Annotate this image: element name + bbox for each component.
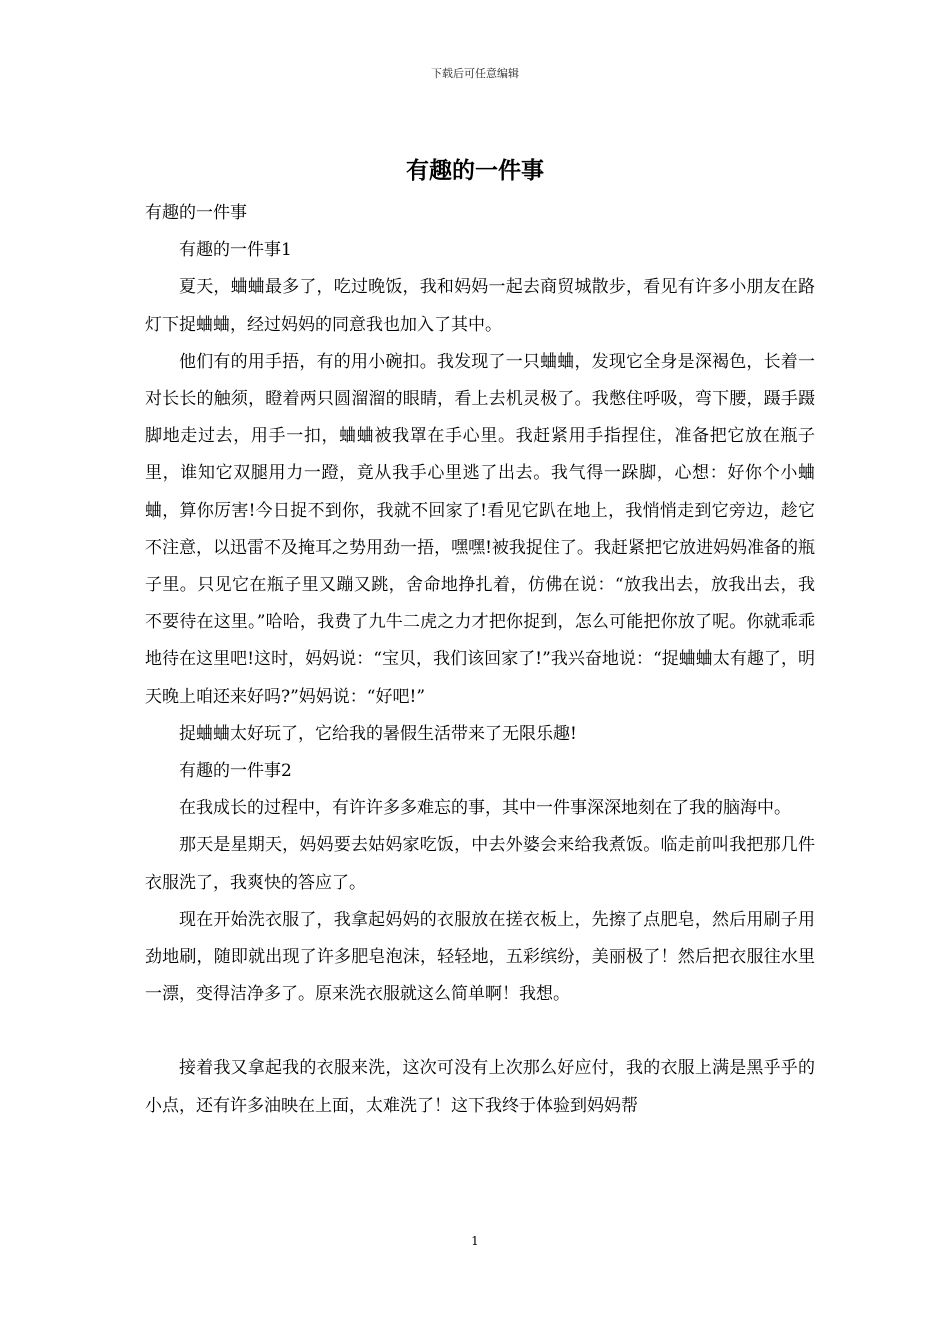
body-paragraph: 那天是星期天，妈妈要去姑妈家吃饭，中去外婆会来给我煮饭。临走前叫我把那几件衣服洗了，我爽快的答应了。 <box>145 835 815 893</box>
body-paragraph: 在我成长的过程中，有许许多多难忘的事，其中一件事深深地刻在了我的脑海中。 <box>179 798 791 819</box>
document-body <box>145 195 815 1125</box>
body-paragraph: 夏天，蛐蛐最多了，吃过晚饭，我和妈妈一起去商贸城散步，看见有许多小朋友在路灯下捉蛐蛐，经过妈妈的同意我也加入了其中。 <box>145 277 815 335</box>
section-heading: 有趣的一件事1 <box>179 240 292 261</box>
body-paragraph: 他们有的用手捂，有的用小碗扣。我发现了一只蛐蛐，发现它全身是深褐色，长着一对长长的触须，瞪着两只圆溜溜的眼睛，看上去机灵极了。我憋住呼吸，弯下腰，蹑手蹑脚地走过去，用手一扣，蛐蛐被我罩在手心里。我赶紧用手指捏住，准备把它放在瓶子里，谁知它双腿用力一蹬，竟从我手心里逃了出去。我气得一跺脚，心想：好你个小蛐蛐，算你厉害!今日捉不到你，我就不回家了!看见它趴在地上，我悄悄走到它旁边，趁它不注意，以迅雷不及掩耳之势用劲一捂，嘿嘿!被我捉住了。我赶紧把它放进妈妈准备的瓶子里。只见它在瓶子里又蹦又跳，舍命地挣扎着，仿佛在说：“放我出去，放我出去，我不要待在这里。”哈哈，我费了九牛二虎之力才把你捉到，怎么可能把你放了呢。你就乖乖地待在这里吧!这时，妈妈说：“宝贝，我们该回家了!”我兴奋地说：“捉蛐蛐太有趣了，明天晚上咱还来好吗?”妈妈说：“好吧!” <box>145 351 815 707</box>
section-heading: 有趣的一件事2 <box>179 761 292 782</box>
body-paragraph: 有趣的一件事 <box>145 203 247 223</box>
body-paragraph: 现在开始洗衣服了，我拿起妈妈的衣服放在搓衣板上，先擦了点肥皂，然后用刷子用劲地刷，随即就出现了许多肥皂泡沫，轻轻地，五彩缤纷，美丽极了！然后把衣服往水里一漂，变得洁净多了。原来洗衣服就这么简单啊！我想。 <box>145 909 815 1005</box>
page-number: 1 <box>471 1234 479 1248</box>
body-paragraph: 接着我又拿起我的衣服来洗，这次可没有上次那么好应付，我的衣服上满是黑乎乎的小点，还有许多油映在上面，太难洗了！这下我终于体验到妈妈帮 <box>145 1058 815 1116</box>
body-paragraph: 捉蛐蛐太好玩了，它给我的暑假生活带来了无限乐趣! <box>179 723 577 744</box>
document-title: 有趣的一件事 <box>406 157 544 184</box>
page-header: 下载后可任意编辑 <box>431 67 519 80</box>
